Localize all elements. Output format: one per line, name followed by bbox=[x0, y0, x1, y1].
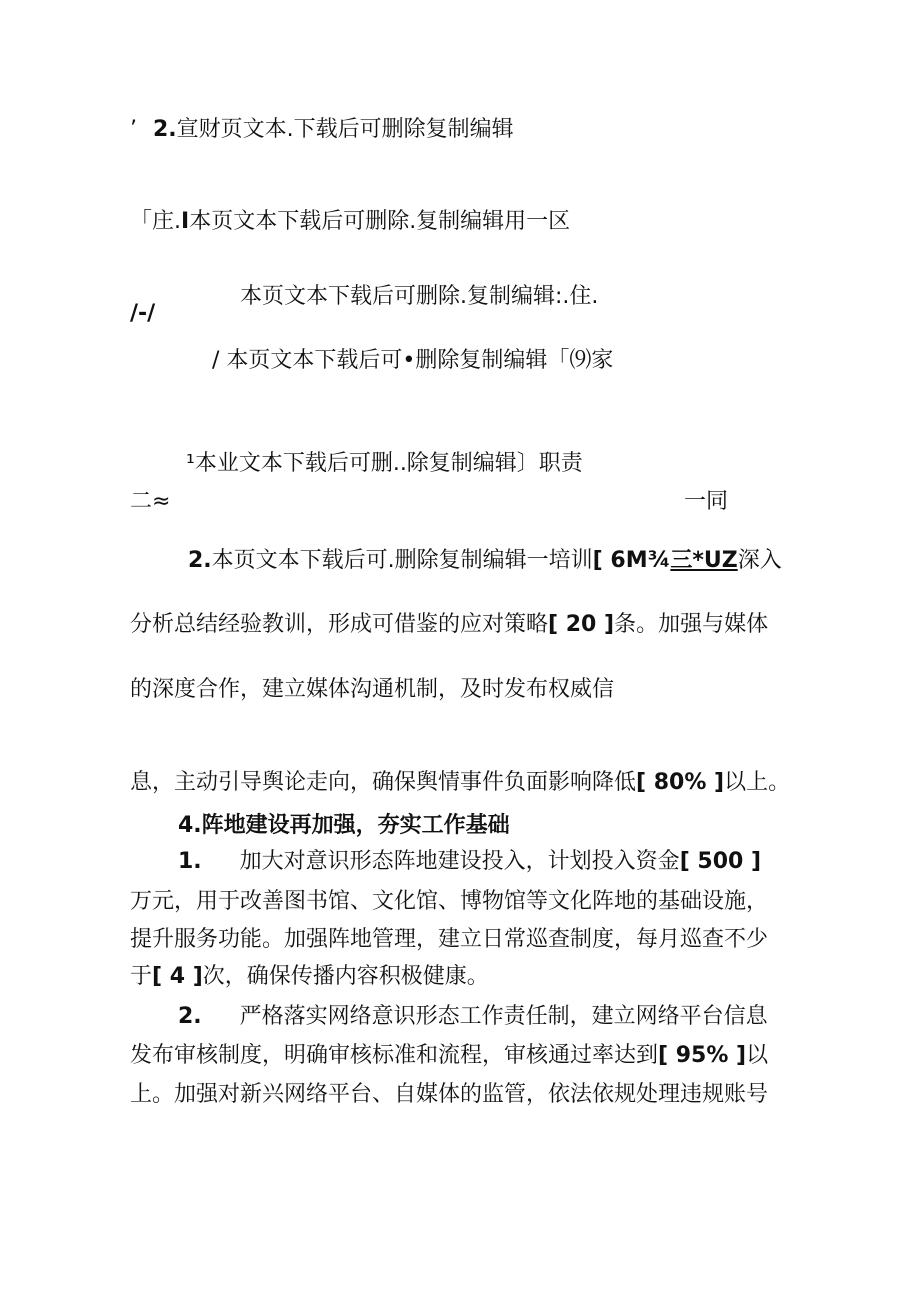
para-tail: 以 bbox=[746, 1043, 769, 1068]
line-text: 的深度合作，建立媒体沟通机制，及时发布权威信 bbox=[130, 677, 615, 702]
line-6-right: 一同 bbox=[684, 489, 729, 514]
para-text: 加大对意识形态阵地建设投入，计划投入资金 bbox=[239, 849, 680, 874]
para-2-line-3: 上。加强对新兴网络平台、自媒体的监管，依法依规处理违规账号 bbox=[130, 1082, 769, 1107]
line-8 bbox=[130, 611, 768, 639]
line-text: 本页文本下载后可.删除复制编辑一培训 bbox=[211, 548, 593, 573]
line-1 bbox=[130, 116, 514, 144]
line-underlined: 三*UZ bbox=[670, 548, 738, 573]
line-text: 本页文本下载后可删除.复制编辑:.住. bbox=[240, 284, 599, 309]
para-text: 严格落实网络意识形态工作责任制，建立网络平台信息 bbox=[239, 1004, 768, 1029]
line-text: 宣财页文本.下载后可删除复制编辑 bbox=[176, 117, 514, 142]
para-text: 发布审核制度，明确审核标准和流程，审核通过率达到 bbox=[130, 1043, 659, 1068]
line-text: / 本页文本下载后可•删除复制编辑「⑼家 bbox=[212, 348, 614, 373]
para-text: 于 bbox=[130, 964, 153, 989]
line-6-left: 二≈ bbox=[130, 489, 171, 514]
line-10 bbox=[130, 769, 790, 797]
para-number: 1. bbox=[178, 849, 202, 874]
line-5 bbox=[186, 450, 583, 478]
mark: ’ bbox=[130, 117, 137, 142]
value-bracket: [ 4 ] bbox=[152, 964, 203, 989]
line-number: 2. bbox=[188, 548, 212, 573]
value-bracket: [ 20 ] bbox=[548, 612, 615, 637]
para-1-line-2: 万元，用于改善图书馆、文化馆、博物馆等文化阵地的基础设施， bbox=[130, 889, 769, 914]
para-1-line-4 bbox=[130, 963, 489, 991]
line-bold: I bbox=[181, 209, 190, 234]
value-bracket: [ 80% ] bbox=[636, 770, 725, 795]
para-1-line-3: 提升服务功能。加强阵地管理，建立日常巡查制度，每月巡查不少 bbox=[130, 927, 769, 952]
line-4 bbox=[212, 347, 613, 375]
line-7 bbox=[188, 547, 782, 575]
line-text: 分析总结经验教训，形成可借鉴的应对策略 bbox=[130, 612, 549, 637]
line-2 bbox=[130, 208, 570, 236]
line-number: 2. bbox=[153, 117, 177, 142]
line-bold: [ 6M¾ bbox=[592, 548, 671, 573]
line-9 bbox=[130, 676, 614, 704]
line-text: ¹本业文本下载后可删..除复制编辑〕职责 bbox=[186, 451, 583, 476]
section-heading: 4.阵地建设再加强，夯实工作基础 bbox=[178, 813, 510, 838]
para-number: 2. bbox=[178, 1004, 202, 1029]
line-prefix: 「庄. bbox=[130, 209, 181, 234]
line-text: 本页文本下载后可删除.复制编辑用一区 bbox=[189, 209, 571, 234]
value-bracket: [ 500 ] bbox=[679, 849, 762, 874]
line-tail: 深入 bbox=[737, 548, 782, 573]
line-text: 息，主动引导舆论走向，确保舆情事件负面影响降低 bbox=[130, 770, 637, 795]
line-tail: 以上。 bbox=[724, 770, 791, 795]
line-tail: 条。加强与媒体 bbox=[614, 612, 769, 637]
line-3 bbox=[240, 283, 598, 311]
para-2-line-2 bbox=[130, 1042, 768, 1070]
para-1-line-1 bbox=[178, 848, 761, 876]
line-3-mark: /-/ bbox=[130, 301, 156, 326]
para-2-line-1 bbox=[178, 1003, 768, 1031]
para-tail: 次，确保传播内容积极健康。 bbox=[202, 964, 489, 989]
value-bracket: [ 95% ] bbox=[658, 1043, 747, 1068]
